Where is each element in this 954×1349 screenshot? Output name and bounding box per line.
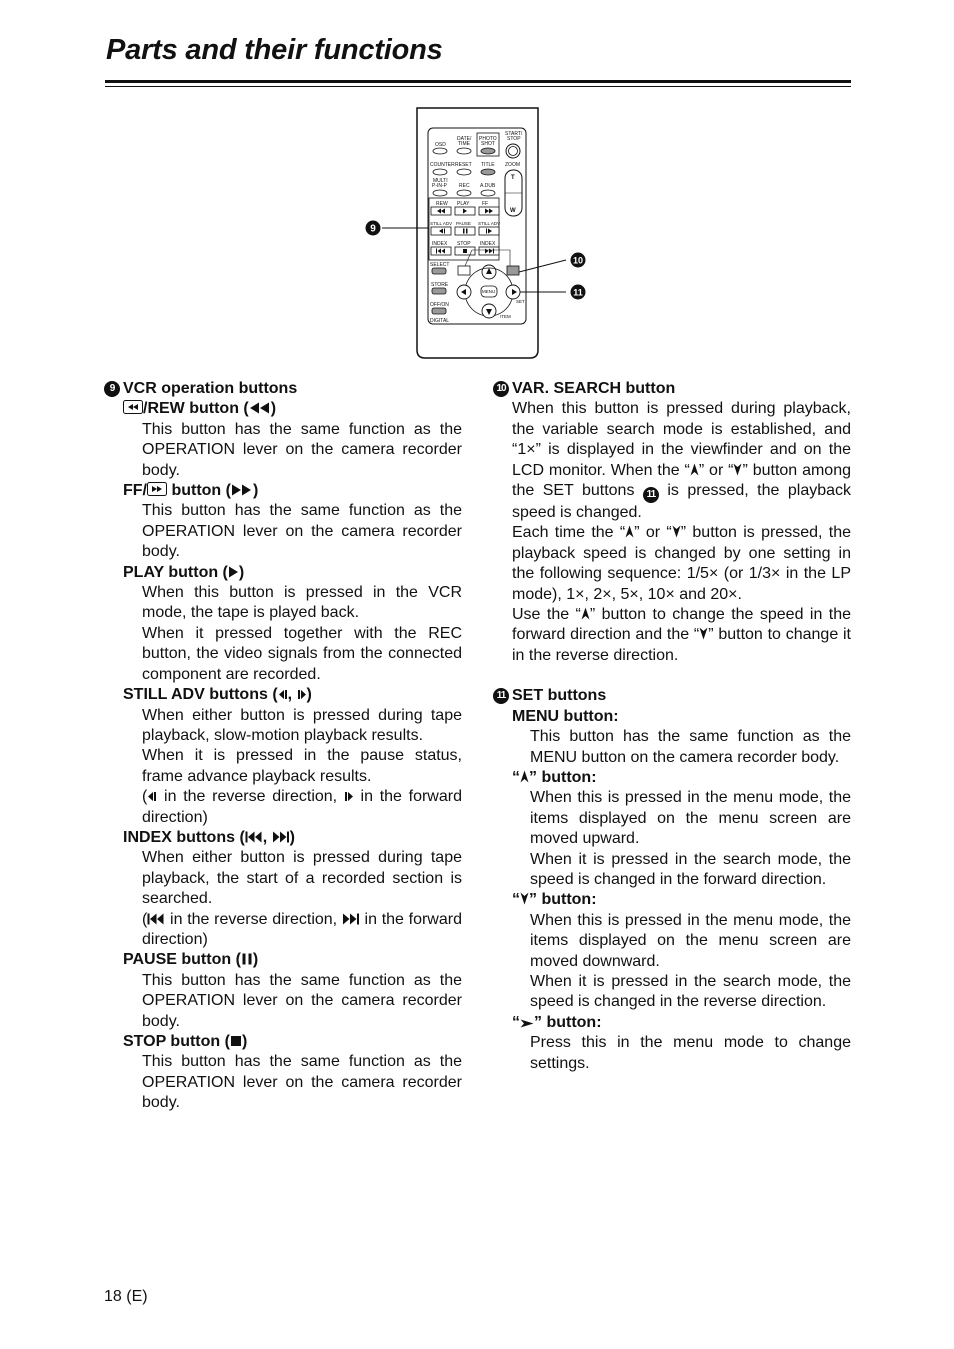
- menu-button-heading: MENU button:: [512, 707, 619, 725]
- pause-icon: [241, 953, 253, 965]
- up-button-text-1: When this is pressed in the menu mode, the items displayed on the menu screen are moved upward.: [530, 789, 851, 848]
- svg-text:PAUSE: PAUSE: [456, 221, 471, 226]
- title-rule-thin: [105, 86, 851, 87]
- still-adv-forward-icon: [297, 689, 307, 700]
- svg-text:STILL ADV: STILL ADV: [478, 221, 501, 226]
- callout-11: 11: [573, 287, 583, 298]
- index-reverse-icon: [147, 913, 165, 925]
- svg-text:MULTI: MULTI: [433, 178, 448, 184]
- down-button-heading: “ ” button:: [512, 891, 597, 909]
- ff-icon: [231, 484, 253, 496]
- svg-text:TITLE: TITLE: [481, 162, 495, 168]
- still-adv-reverse-icon: [278, 689, 288, 700]
- ff-button-text: This button has the same function as the OPERATION lever on the camera recorder body.: [142, 502, 462, 561]
- still-adv-text-3: ( in the reverse direction, in the forward direction): [142, 788, 462, 826]
- section-10-heading: 10 VAR. SEARCH button: [493, 379, 851, 399]
- section-number-9: 9: [104, 381, 120, 397]
- menu-button-text: This button has the same function as the MENU button on the camera recorder body.: [530, 728, 851, 766]
- index-buttons-heading: INDEX buttons ( , ): [123, 828, 295, 846]
- svg-text:PLAY: PLAY: [457, 201, 470, 207]
- ff-boxed-icon: [147, 482, 167, 496]
- play-button-text-1: When this button is pressed in the VCR mode, the tape is played back.: [142, 584, 462, 622]
- svg-text:FF: FF: [482, 201, 489, 207]
- svg-text:REC: REC: [459, 183, 470, 189]
- section-ref-11: 11: [643, 487, 659, 503]
- section-11-heading: 11 SET buttons: [493, 686, 851, 706]
- svg-text:TIME: TIME: [458, 141, 470, 147]
- var-search-text-3: Use the “ ” button to change the speed in the forward direction and the “ ” button to change it in the reverse direction.: [512, 606, 852, 664]
- title-rule-thick: [105, 80, 851, 83]
- ff-button-heading: FF/ button ( ): [123, 482, 259, 500]
- up-arrow-icon: [625, 525, 634, 538]
- down-arrow-icon: [520, 892, 529, 905]
- svg-text:STILL ADV: STILL ADV: [430, 221, 453, 226]
- callout-9: 9: [370, 223, 376, 235]
- pause-button-text: This button has the same function as the OPERATION lever on the camera recorder body.: [142, 971, 462, 1030]
- index-reverse-icon: [245, 831, 263, 843]
- up-arrow-icon: [520, 770, 529, 783]
- up-arrow-icon: [690, 463, 699, 476]
- right-arrow-icon: [520, 1019, 534, 1028]
- page-number: 18 (E): [104, 1288, 148, 1305]
- svg-text:STOP: STOP: [507, 136, 521, 142]
- still-adv-forward-icon: [344, 791, 354, 802]
- svg-text:INDEX: INDEX: [480, 241, 496, 247]
- index-forward-icon: [342, 913, 360, 925]
- right-button-text: Press this in the menu mode to change settings.: [530, 1034, 851, 1072]
- svg-text:START/: START/: [505, 131, 523, 137]
- up-button-text-2: When it is pressed in the search mode, the speed is changed in the forward direction.: [530, 850, 851, 888]
- var-search-text-2: Each time the “ ” or “ ” button is pressed, the playback speed is changed by one setting in the following sequence: 1/5× (or 1/3× in the LP mode), 1×, 2×, 5×, 10× and 20×.: [512, 524, 851, 603]
- index-buttons-text-2: ( in the reverse direction, in the forward direction): [142, 910, 462, 948]
- down-button-text-2: When it is pressed in the search mode, the speed is changed in the reverse direction.: [530, 972, 851, 1011]
- down-button-text-1: When this is pressed in the menu mode, the items displayed on the menu screen are moved downward.: [530, 911, 851, 970]
- section-number-11: 11: [493, 688, 509, 704]
- svg-text:OFF/ON: OFF/ON: [430, 302, 449, 308]
- stop-icon: [230, 1035, 242, 1047]
- svg-text:SELECT: SELECT: [430, 262, 450, 268]
- play-icon: [228, 566, 239, 578]
- play-button-text-2: When it pressed together with the REC button, the video signals from the connected component are recorded.: [142, 624, 462, 683]
- right-column: [493, 379, 851, 1074]
- play-button-heading: PLAY button ( ): [123, 563, 245, 581]
- section-9-heading: 9 VCR operation buttons: [104, 379, 462, 399]
- svg-text:T: T: [511, 175, 515, 181]
- stop-button-text: This button has the same function as the OPERATION lever on the camera recorder body.: [142, 1053, 462, 1112]
- stop-button-heading: STOP button ( ): [123, 1033, 248, 1050]
- left-column: [104, 379, 462, 1114]
- label-osd: OSD: [435, 142, 446, 148]
- svg-text:ITEM: ITEM: [500, 314, 511, 319]
- right-button-heading: “ ” button:: [512, 1013, 602, 1031]
- svg-text:STOP: STOP: [457, 241, 471, 247]
- still-adv-text-1: When either button is pressed during tape playback, slow-motion playback results.: [142, 706, 462, 744]
- down-arrow-icon: [672, 525, 681, 538]
- callout-10: 10: [572, 255, 584, 266]
- svg-text:PHOTO: PHOTO: [479, 136, 497, 142]
- down-arrow-icon: [699, 627, 708, 640]
- svg-text:COUNTER: COUNTER: [430, 162, 455, 168]
- rew-button-heading: /REW button ( ): [123, 399, 462, 419]
- svg-text:SET: SET: [516, 299, 525, 304]
- svg-text:DIGITAL: DIGITAL: [430, 318, 450, 324]
- index-buttons-text-1: When either button is pressed during tape playback, the start of a recorded section is searched.: [142, 849, 462, 908]
- still-adv-reverse-icon: [147, 791, 157, 802]
- svg-text:P-IN-P: P-IN-P: [432, 183, 447, 189]
- svg-text:INDEX: INDEX: [432, 241, 448, 247]
- rew-icon: [249, 402, 271, 414]
- svg-text:MENU: MENU: [482, 289, 496, 294]
- page-title: Parts and their functions: [106, 34, 443, 66]
- rew-button-text: This button has the same function as the OPERATION lever on the camera recorder body.: [142, 420, 462, 479]
- svg-text:ZOOM: ZOOM: [505, 162, 520, 168]
- up-arrow-icon: [581, 607, 590, 620]
- svg-text:RESET: RESET: [455, 162, 472, 168]
- remote-control-figure: [360, 100, 600, 362]
- svg-text:STORE: STORE: [431, 282, 449, 288]
- index-forward-icon: [272, 831, 290, 843]
- svg-text:A.DUB: A.DUB: [480, 183, 496, 189]
- svg-text:SHOT: SHOT: [481, 141, 495, 147]
- var-search-text-1: When this button is pressed during playback, the variable search mode is established, and “1×” is displayed in the viewfinder and on the LCD monitor. When the “ ” or “ ” button among the SET buttons 11 is pressed, the playback speed is changed.: [512, 400, 852, 522]
- svg-text:W: W: [510, 208, 516, 214]
- svg-text:REW: REW: [436, 201, 448, 207]
- still-adv-heading: STILL ADV buttons ( , ): [123, 686, 312, 704]
- pause-button-heading: PAUSE button ( ): [123, 951, 259, 969]
- still-adv-text-2: When it is pressed in the pause status, frame advance playback results.: [142, 747, 462, 785]
- section-number-10: 10: [493, 381, 509, 397]
- svg-text:DATE/: DATE/: [457, 136, 472, 142]
- up-button-heading: “ ” button:: [512, 768, 597, 786]
- rew-boxed-icon: [123, 400, 143, 414]
